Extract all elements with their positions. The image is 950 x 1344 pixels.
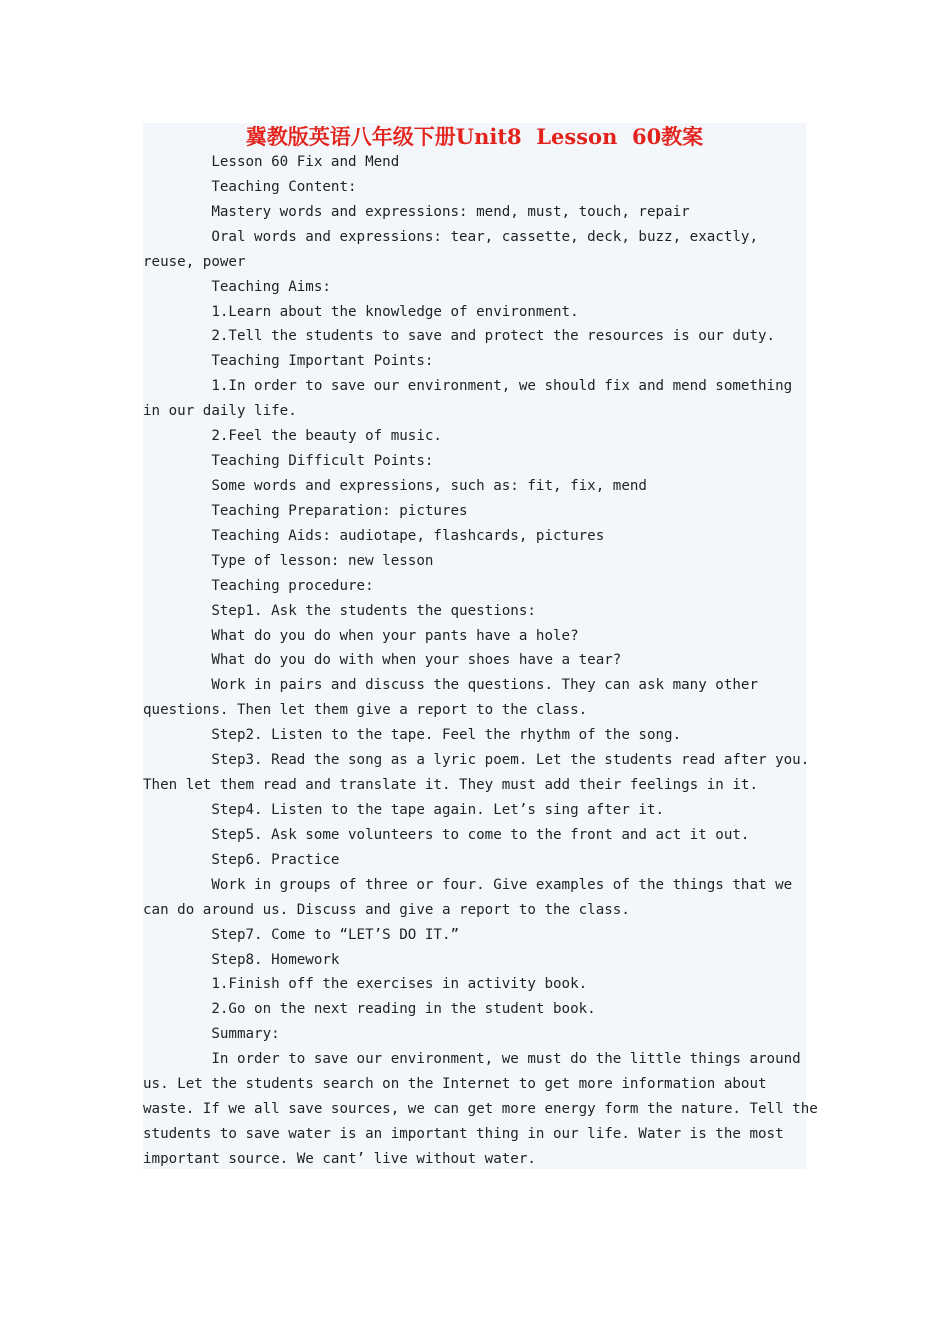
text-line: Teaching procedure: [143, 577, 374, 594]
text-line: Oral words and expressions: tear, cassette, deck, buzz, exactly, [143, 228, 758, 245]
text-line: Summary: [143, 1026, 280, 1043]
text-line: Work in pairs and discuss the questions. They can ask many other [143, 677, 758, 694]
text-line: Teaching Preparation: pictures [143, 502, 468, 519]
text-line: Mastery words and expressions: mend, must, touch, repair [143, 203, 690, 220]
text-line: Step3. Read the song as a lyric poem. Let the students read after you. [143, 752, 810, 769]
text-line: Then let them read and translate it. They must add their feelings in it. [143, 777, 758, 794]
text-line: Teaching Content: [143, 178, 357, 195]
text-line: Teaching Aids: audiotape, flashcards, pictures [143, 527, 605, 544]
document-title: 冀教版英语八年级下册Unit8 Lesson 60教案 [245, 124, 704, 149]
text-line: 1.Learn about the knowledge of environment. [143, 303, 579, 320]
text-line: Some words and expressions, such as: fit, fix, mend [143, 477, 647, 494]
text-line: waste. If we all save sources, we can get more energy form the nature. Tell the [143, 1101, 818, 1118]
text-line: important source. We cant’ live without water. [143, 1150, 536, 1167]
text-line: Teaching Important Points: [143, 353, 434, 370]
text-line: Step5. Ask some volunteers to come to the front and act it out. [143, 826, 750, 843]
text-line: Step1. Ask the students the questions: [143, 602, 536, 619]
text-line: Step7. Come to “LET’S DO IT.” [143, 926, 460, 943]
text-line: students to save water is an important thing in our life. Water is the most [143, 1125, 784, 1142]
text-line: What do you do when your pants have a hole? [143, 627, 579, 644]
text-line: 1.Finish off the exercises in activity book. [143, 976, 588, 993]
text-line: Work in groups of three or four. Give examples of the things that we [143, 876, 793, 893]
text-line: 2.Feel the beauty of music. [143, 428, 442, 445]
text-line: questions. Then let them give a report to the class. [143, 702, 588, 719]
text-line: can do around us. Discuss and give a report to the class. [143, 901, 630, 918]
document-body [143, 150, 818, 1172]
text-line: In order to save our environment, we must do the little things around [143, 1051, 801, 1068]
text-line: Step8. Homework [143, 951, 340, 968]
text-line: Lesson 60 Fix and Mend [143, 154, 400, 170]
text-line: 2.Go on the next reading in the student book. [143, 1001, 596, 1018]
text-line: 2.Tell the students to save and protect the resources is our duty. [143, 328, 776, 345]
text-line: Step4. Listen to the tape again. Let’s sing after it. [143, 801, 665, 818]
text-line: Step2. Listen to the tape. Feel the rhythm of the song. [143, 727, 682, 744]
text-line: Teaching Difficult Points: [143, 453, 434, 470]
text-line: What do you do with when your shoes have a tear? [143, 652, 622, 669]
text-line: Step6. Practice [143, 851, 340, 868]
text-line: reuse, power [143, 253, 246, 270]
document-page [143, 123, 818, 1169]
text-line: in our daily life. [143, 403, 297, 420]
text-line: us. Let the students search on the Internet to get more information about [143, 1076, 767, 1093]
text-line: Type of lesson: new lesson [143, 552, 434, 569]
text-line: Teaching Aims: [143, 278, 331, 295]
text-line: 1.In order to save our environment, we should fix and mend something [143, 378, 793, 395]
